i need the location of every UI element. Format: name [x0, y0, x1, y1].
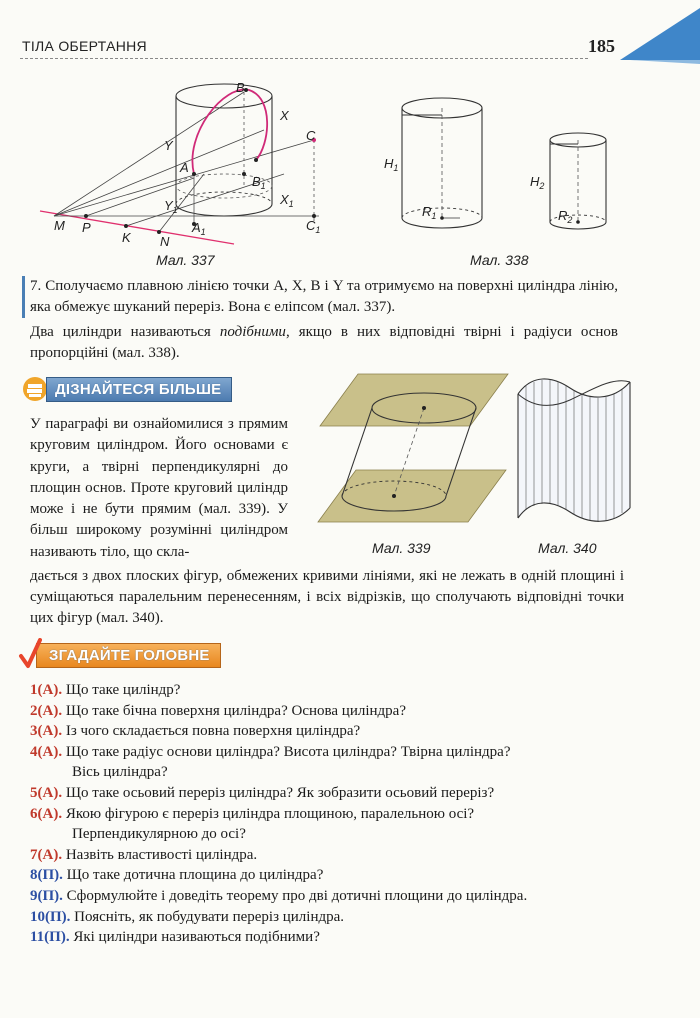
question-number: 10(П).: [30, 908, 71, 925]
point-label-a: A: [180, 160, 189, 175]
question-number: 5(А).: [30, 784, 63, 801]
label-h1: $H_1$: [384, 156, 399, 173]
figure-337: [34, 74, 344, 254]
question-number: 2(А).: [30, 702, 63, 719]
point-label-n: N: [160, 234, 170, 249]
question-item: [30, 783, 630, 804]
question-item: [30, 742, 630, 783]
question-text: Якою фігурою є переріз циліндра площиною, паралельною осі?: [65, 805, 475, 822]
similar-definition: Два циліндри називаються подібними, якщо в них відповідні твірні і радіуси основ пропорційні (мал. 338).: [30, 324, 618, 361]
question-item: [30, 927, 630, 948]
question-continuation: Перпендикулярною до осі?: [72, 826, 246, 843]
label-h2: $H_2$: [530, 174, 545, 191]
corner-tab-decoration: [600, 0, 700, 70]
fig337-caption: Мал. 337: [156, 252, 215, 268]
question-item: [30, 701, 630, 722]
label-r1: $R_1$: [422, 204, 437, 221]
point-label-b: B: [236, 80, 245, 95]
question-number: 8(П).: [30, 867, 63, 884]
question-text: Поясніть, як побудувати переріз циліндра.: [74, 908, 345, 925]
point-label-b1: $B_1$: [252, 174, 266, 191]
recall-banner: [18, 638, 221, 672]
header-rule: [20, 58, 588, 59]
step-marker-bar: [22, 276, 25, 318]
question-number: 11(П).: [30, 929, 70, 946]
fig339-caption: Мал. 339: [372, 540, 431, 556]
question-continuation: Вісь циліндра?: [72, 764, 168, 781]
figure-340: [512, 372, 642, 540]
question-text: Що таке циліндр?: [65, 682, 181, 698]
point-label-p: P: [82, 220, 91, 235]
question-number: 7(А).: [30, 846, 63, 863]
recall-title: ЗГАДАЙТЕ ГОЛОВНЕ: [36, 643, 221, 668]
point-label-m: M: [54, 218, 65, 233]
question-text: Що таке радіус основи циліндра? Висота циліндра? Твірна циліндра?: [65, 743, 511, 760]
point-label-y: Y: [164, 138, 173, 153]
question-text: Що таке бічна поверхня циліндра? Основа циліндра?: [65, 702, 406, 719]
question-text: Назвіть властивості циліндра.: [65, 846, 258, 863]
chapter-title: ТІЛА ОБЕРТАННЯ: [22, 38, 147, 54]
question-text: Сформулюйте і доведіть теорему про дві дотичні площини до циліндра.: [66, 887, 528, 904]
page-number: 185: [588, 36, 615, 56]
fig340-caption: Мал. 340: [538, 540, 597, 556]
question-list: [30, 680, 630, 948]
question-number: 6(А).: [30, 805, 63, 822]
question-item: [30, 680, 630, 701]
learn-more-side-text: У параграфі ви ознайомилися з прямим круговим циліндром. Його основами є круги, а твірні перпендикулярні до площин основ. Проте круговий циліндр може і не бути прямим (мал. 339). У більш широкому розумінні циліндром називають тіло, що скла-: [30, 416, 288, 560]
label-r2: $R_2$: [558, 208, 573, 225]
step-7-text: 7. Сполучаємо плавною лінією точки A, X, B і Y та отримуємо на поверхні циліндра лінію, яка обмежує шуканий переріз. Вона є еліпсом (мал. 337).: [30, 278, 618, 315]
question-number: 9(П).: [30, 887, 63, 904]
question-item: [30, 865, 630, 886]
question-number: 1(А).: [30, 682, 63, 698]
figure-338: [380, 90, 620, 250]
fig338-caption: Мал. 338: [470, 252, 529, 268]
point-label-y1: $Y_1$: [164, 198, 178, 215]
point-label-c1: $C_1$: [306, 218, 321, 235]
point-label-c: C: [306, 128, 316, 143]
question-number: 4(А).: [30, 743, 63, 760]
point-label-x1: $X_1$: [280, 192, 294, 209]
learn-more-continuation: дається з двох плоских фігур, обмежених кривими лініями, які не лежать в одній площині і суміщаються паралельним перенесенням, і всіх відрізків, що сполучають відповідні точки цих фігур (мал. 340).: [30, 568, 624, 626]
question-text: Що таке осьовий переріз циліндра? Як зобразити осьовий переріз?: [65, 784, 495, 801]
book-stack-icon: [22, 376, 48, 402]
figure-339: [306, 372, 516, 540]
learn-more-banner: [22, 376, 232, 402]
question-item: [30, 721, 630, 742]
question-item: [30, 907, 630, 928]
point-label-x: X: [280, 108, 289, 123]
point-label-k: K: [122, 230, 131, 245]
question-item: [30, 886, 630, 907]
question-item: [30, 845, 630, 866]
question-number: 3(А).: [30, 723, 63, 740]
question-text: Які циліндри називаються подібними?: [73, 929, 320, 946]
question-item: [30, 804, 630, 845]
checkmark-icon: [18, 638, 42, 672]
question-text: Що таке дотична площина до циліндра?: [66, 867, 324, 884]
question-text: Із чого складається повна поверхня циліндра?: [65, 723, 361, 740]
point-label-a1: $A_1$: [192, 220, 206, 237]
learn-more-title: ДІЗНАЙТЕСЯ БІЛЬШЕ: [46, 377, 232, 402]
